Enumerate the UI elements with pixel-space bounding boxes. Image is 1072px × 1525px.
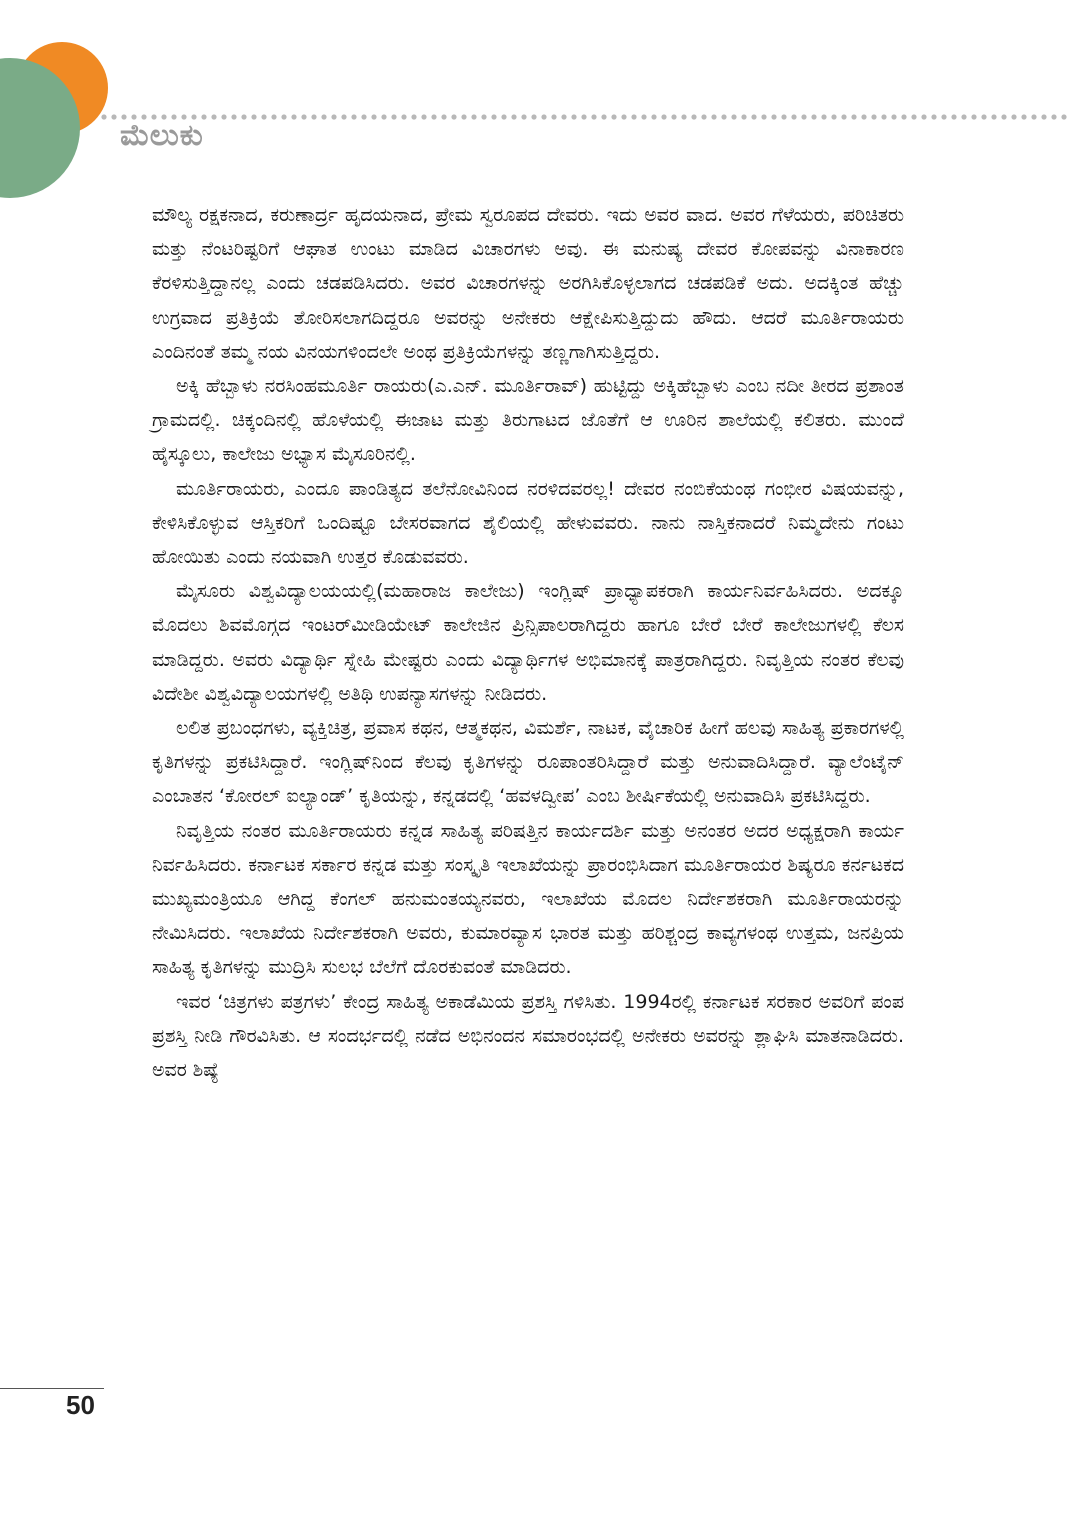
dot — [451, 114, 456, 119]
dot — [101, 114, 106, 119]
dot — [791, 114, 796, 119]
paragraph: ಅಕ್ಕಿ ಹೆಬ್ಬಾಳು ನರಸಿಂಹಮೂರ್ತಿ ರಾಯರು(ಎ.ಎನ್. ಮೂರ್ತಿರಾವ್) ಹುಟ್ಟಿದ್ದು ಅಕ್ಕಿಹೆಬ್ಬಾಳು ಎಂಬ ನದೀ ತೀರದ ಪ್ರಶಾಂತ ಗ್ರಾಮದಲ್ಲಿ. ಚಿಕ್ಕಂದಿನಲ್ಲಿ ಹೊಳೆಯಲ್ಲಿ ಈಜಾಟ ಮತ್ತು ತಿರುಗಾಟದ ಜೊತೆಗೆ ಆ ಊರಿನ ಶಾಲೆಯಲ್ಲಿ ಕಲಿತರು. ಮುಂದೆ ಹೈಸ್ಕೂಲು, ಕಾಲೇಜು ಅಭ್ಯಾಸ ಮೈಸೂರಿನಲ್ಲಿ. — [152, 375, 904, 466]
body-text — [152, 198, 904, 1087]
dot — [221, 114, 226, 119]
dot — [531, 114, 536, 119]
dot — [341, 114, 346, 119]
dot — [311, 114, 316, 119]
dotted-rule — [101, 114, 1066, 119]
footer-rule — [0, 1388, 104, 1389]
dot — [931, 114, 936, 119]
dot — [1001, 114, 1006, 119]
dot — [881, 114, 886, 119]
dot — [621, 114, 626, 119]
dot — [721, 114, 726, 119]
dot — [361, 114, 366, 119]
dot — [391, 114, 396, 119]
dot — [851, 114, 856, 119]
dot — [301, 114, 306, 119]
dot — [651, 114, 656, 119]
dot — [741, 114, 746, 119]
paragraph: ಮೌಲ್ಯ ರಕ್ಷಕನಾದ, ಕರುಣಾರ್ದ್ರ ಹೃದಯನಾದ, ಪ್ರೇಮ ಸ್ವರೂಪದ ದೇವರು. ಇದು ಅವರ ವಾದ. ಅವರ ಗೆಳೆಯರು, ಪರಿಚಿತರು ಮತ್ತು ನೆಂಟರಿಷ್ಟರಿಗೆ ಆಘಾತ ಉಂಟು ಮಾಡಿದ ವಿಚಾರಗಳು ಅವು. ಈ ಮನುಷ್ಯ ದೇವರ ಕೋಪವನ್ನು ವಿನಾಕಾರಣ ಕೆರಳಿಸುತ್ತಿದ್ದಾನಲ್ಲ ಎಂದು ಚಡಪಡಿಸಿದರು. ಅವರ ವಿಚಾರಗಳನ್ನು ಅರಗಿಸಿಕೊಳ್ಳಲಾಗದ ಚಡಪಡಿಕೆ ಅದು. ಅದಕ್ಕಿಂತ ಹೆಚ್ಚು ಉಗ್ರವಾದ ಪ್ರತಿಕ್ರಿಯೆ ತೋರಿಸಲಾಗದಿದ್ದರೂ ಅವರನ್ನು ಅನೇಕರು ಆಕ್ಷೇಪಿಸುತ್ತಿದ್ದುದು ಹೌದು. ಆದರೆ ಮೂರ್ತಿರಾಯರು ಎಂದಿನಂತೆ ತಮ್ಮ ನಯ ವಿನಯಗಳಿಂದಲೇ ಅಂಥ ಪ್ರತಿಕ್ರಿಯೆಗಳನ್ನು ತಣ್ಣಗಾಗಿಸುತ್ತಿದ್ದರು. — [152, 204, 904, 363]
dot — [691, 114, 696, 119]
dot — [601, 114, 606, 119]
header-decoration — [0, 0, 1072, 210]
dot — [811, 114, 816, 119]
dot — [1061, 114, 1066, 119]
dot — [511, 114, 516, 119]
dot — [631, 114, 636, 119]
dot — [571, 114, 576, 119]
dot — [401, 114, 406, 119]
dot — [961, 114, 966, 119]
dot — [1031, 114, 1036, 119]
dot — [231, 114, 236, 119]
paragraph: ಮೈಸೂರು ವಿಶ್ವವಿದ್ಯಾಲಯಯಲ್ಲಿ(ಮಹಾರಾಜ ಕಾಲೇಜು) ಇಂಗ್ಲಿಷ್ ಪ್ರಾಧ್ಯಾಪಕರಾಗಿ ಕಾರ್ಯನಿರ್ವಹಿಸಿದರು. ಅದಕ್ಕೂ ಮೊದಲು ಶಿವಮೊಗ್ಗದ ಇಂಟರ್‌ಮೀಡಿಯೇಟ್ ಕಾಲೇಜಿನ ಪ್ರಿನ್ಸಿಪಾಲರಾಗಿದ್ದರು ಹಾಗೂ ಬೇರೆ ಬೇರೆ ಕಾಲೇಜುಗಳಲ್ಲಿ ಕೆಲಸ ಮಾಡಿದ್ದರು. ಅವರು ವಿದ್ಯಾರ್ಥಿ ಸ್ನೇಹಿ ಮೇಷ್ಟರು ಎಂದು ವಿದ್ಯಾರ್ಥಿಗಳ ಅಭಿಮಾನಕ್ಕೆ ಪಾತ್ರರಾಗಿದ್ದರು. ನಿವೃತ್ತಿಯ ನಂತರ ಕೆಲವು ವಿದೇಶೀ ವಿಶ್ವವಿದ್ಯಾಲಯಗಳಲ್ಲಿ ಅತಿಥಿ ಉಪನ್ಯಾಸಗಳನ್ನು ನೀಡಿದರು. — [152, 580, 904, 705]
dot — [671, 114, 676, 119]
dot — [421, 114, 426, 119]
dot — [981, 114, 986, 119]
dot — [371, 114, 376, 119]
dot — [991, 114, 996, 119]
dot — [431, 114, 436, 119]
dot — [611, 114, 616, 119]
dot — [801, 114, 806, 119]
dot — [271, 114, 276, 119]
dot — [561, 114, 566, 119]
dot — [331, 114, 336, 119]
dot — [551, 114, 556, 119]
dot — [411, 114, 416, 119]
dot — [591, 114, 596, 119]
dot — [661, 114, 666, 119]
dot — [641, 114, 646, 119]
paragraph: ನಿವೃತ್ತಿಯ ನಂತರ ಮೂರ್ತಿರಾಯರು ಕನ್ನಡ ಸಾಹಿತ್ಯ ಪರಿಷತ್ತಿನ ಕಾರ್ಯದರ್ಶಿ ಮತ್ತು ಅನಂತರ ಅದರ ಅಧ್ಯಕ್ಷರಾಗಿ ಕಾರ್ಯ ನಿರ್ವಹಿಸಿದರು. ಕರ್ನಾಟಕ ಸರ್ಕಾರ ಕನ್ನಡ ಮತ್ತು ಸಂಸ್ಕೃತಿ ಇಲಾಖೆಯನ್ನು ಪ್ರಾರಂಭಿಸಿದಾಗ ಮೂರ್ತಿರಾಯರ ಶಿಷ್ಯರೂ ಕರ್ನಟಕದ ಮುಖ್ಯಮಂತ್ರಿಯೂ ಆಗಿದ್ದ ಕೆಂಗಲ್ ಹನುಮಂತಯ್ಯನವರು, ಇಲಾಖೆಯ ಮೊದಲ ನಿರ್ದೇಶಕರಾಗಿ ಮೂರ್ತಿರಾಯರನ್ನು ನೇಮಿಸಿದರು. ಇಲಾಖೆಯ ನಿರ್ದೇಶಕರಾಗಿ ಅವರು, ಕುಮಾರವ್ಯಾಸ ಭಾರತ ಮತ್ತು ಹರಿಶ್ಚಂದ್ರ ಕಾವ್ಯಗಳಂಥ ಉತ್ತಮ, ಜನಪ್ರಿಯ ಸಾಹಿತ್ಯ ಕೃತಿಗಳನ್ನು ಮುದ್ರಿಸಿ ಸುಲಭ ಬೆಲೆಗೆ ದೊರಕುವಂತೆ ಮಾಡಿದರು. — [152, 819, 904, 979]
dot — [941, 114, 946, 119]
dot — [111, 114, 116, 119]
dot — [891, 114, 896, 119]
dot — [831, 114, 836, 119]
dot — [861, 114, 866, 119]
paragraph: ಇವರ ‘ಚಿತ್ರಗಳು ಪತ್ರಗಳು’ ಕೇಂದ್ರ ಸಾಹಿತ್ಯ ಅಕಾಡೆಮಿಯ ಪ್ರಶಸ್ತಿ ಗಳಿಸಿತು. 1994ರಲ್ಲಿ ಕರ್ನಾಟಕ ಸರಕಾರ ಅವರಿಗೆ ಪಂಪ ಪ್ರಶಸ್ತಿ ನೀಡಿ ಗೌರವಿಸಿತು. ಆ ಸಂದರ್ಭದಲ್ಲಿ ನಡೆದ ಅಭಿನಂದನ ಸಮಾರಂಭದಲ್ಲಿ ಅನೇಕರು ಅವರನ್ನು ಶ್ಲಾಘಿಸಿ ಮಾತನಾಡಿದರು. ಅವರ ಶಿಷ್ಯೆ — [152, 990, 904, 1082]
dot — [781, 114, 786, 119]
page-number: 50 — [66, 1390, 95, 1420]
dot — [521, 114, 526, 119]
dot — [241, 114, 246, 119]
dot — [471, 114, 476, 119]
paragraph: ಮೂರ್ತಿರಾಯರು, ಎಂದೂ ಪಾಂಡಿತ್ಯದ ತಲೆನೋವಿನಿಂದ ನರಳಿದವರಲ್ಲ! ದೇವರ ನಂಬಿಕೆಯಂಥ ಗಂಭೀರ ವಿಷಯವನ್ನು, ಕೇಳಿಸಿಕೊಳ್ಳುವ ಆಸ್ತಿಕರಿಗೆ ಒಂದಿಷ್ಟೂ ಬೇಸರವಾಗದ ಶೈಲಿಯಲ್ಲಿ ಹೇಳುವವರು. ನಾನು ನಾಸ್ತಿಕನಾದರೆ ನಿಮ್ಮದೇನು ಗಂಟು ಹೋಯಿತು ಎಂದು ನಯವಾಗಿ ಉತ್ತರ ಕೊಡುವವರು. — [152, 477, 904, 569]
dot — [841, 114, 846, 119]
dot — [251, 114, 256, 119]
section-title: ಮೆಲುಕು — [120, 118, 204, 153]
dot — [731, 114, 736, 119]
dot — [821, 114, 826, 119]
dot — [971, 114, 976, 119]
dot — [1041, 114, 1046, 119]
dot — [1051, 114, 1056, 119]
dot — [711, 114, 716, 119]
dot — [291, 114, 296, 119]
dot — [321, 114, 326, 119]
dot — [281, 114, 286, 119]
dot — [381, 114, 386, 119]
dot — [261, 114, 266, 119]
dot — [771, 114, 776, 119]
dot — [1021, 114, 1026, 119]
dot — [501, 114, 506, 119]
dot — [351, 114, 356, 119]
dot — [901, 114, 906, 119]
dot — [541, 114, 546, 119]
dot — [681, 114, 686, 119]
dot — [1011, 114, 1016, 119]
dot — [481, 114, 486, 119]
dot — [211, 114, 216, 119]
paragraph: ಲಲಿತ ಪ್ರಬಂಧಗಳು, ವ್ಯಕ್ತಿಚಿತ್ರ, ಪ್ರವಾಸ ಕಥನ, ಆತ್ಮಕಥನ, ವಿಮರ್ಶೆ, ನಾಟಕ, ವೈಚಾರಿಕ ಹೀಗೆ ಹಲವು ಸಾಹಿತ್ಯ ಪ್ರಕಾರಗಳಲ್ಲಿ ಕೃತಿಗಳನ್ನು ಪ್ರಕಟಿಸಿದ್ದಾರೆ. ಇಂಗ್ಲಿಷ್‌ನಿಂದ ಕೆಲವು ಕೃತಿಗಳನ್ನು ರೂಪಾಂತರಿಸಿದ್ದಾರೆ ಮತ್ತು ಅನುವಾದಿಸಿದ್ದಾರೆ. ವ್ಯಾಲೆಂಟೈನ್ ಎಂಬಾತನ ‘ಕೋರಲ್ ಐಲ್ಯಾಂಡ್’ ಕೃತಿಯನ್ನು, ಕನ್ನಡದಲ್ಲಿ ‘ಹವಳದ್ವೀಪ’ ಎಂಬ ಶೀರ್ಷಿಕೆಯಲ್ಲಿ ಅನುವಾದಿಸಿ ಪ್ರಕಟಿಸಿದ್ದರು. — [152, 717, 904, 808]
dot — [751, 114, 756, 119]
dot — [701, 114, 706, 119]
dot — [951, 114, 956, 119]
dot — [871, 114, 876, 119]
dot — [911, 114, 916, 119]
dot — [441, 114, 446, 119]
dot — [461, 114, 466, 119]
dot — [581, 114, 586, 119]
dot — [921, 114, 926, 119]
dot — [491, 114, 496, 119]
dot — [761, 114, 766, 119]
